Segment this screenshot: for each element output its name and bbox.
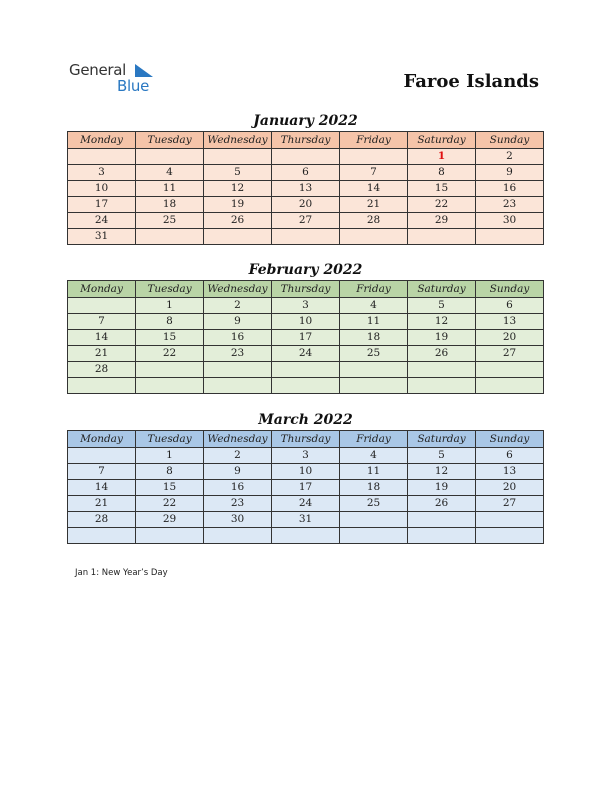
day-cell <box>68 298 136 314</box>
day-cell <box>408 378 476 394</box>
weekday-header: Wednesday <box>204 431 272 448</box>
day-cell: 25 <box>136 213 204 229</box>
day-cell: 16 <box>476 181 544 197</box>
week-row <box>68 480 544 496</box>
day-cell <box>340 362 408 378</box>
day-cell: 12 <box>408 464 476 480</box>
day-cell: 23 <box>204 346 272 362</box>
day-cell: 21 <box>68 496 136 512</box>
day-cell <box>272 378 340 394</box>
day-cell <box>340 528 408 544</box>
day-cell: 24 <box>68 213 136 229</box>
day-cell: 31 <box>68 229 136 245</box>
weekday-header: Thursday <box>272 281 340 298</box>
day-cell: 5 <box>408 448 476 464</box>
day-cell: 29 <box>136 512 204 528</box>
month-title: January 2022 <box>253 113 358 129</box>
weekday-header: Monday <box>68 431 136 448</box>
weekday-header: Thursday <box>272 132 340 149</box>
calendar-table <box>67 280 544 394</box>
day-cell: 8 <box>136 314 204 330</box>
month-february <box>67 261 544 394</box>
day-cell: 25 <box>340 346 408 362</box>
day-cell <box>204 362 272 378</box>
day-cell: 3 <box>272 298 340 314</box>
weekday-header: Friday <box>340 431 408 448</box>
weekday-header: Tuesday <box>136 281 204 298</box>
weekday-header: Wednesday <box>204 132 272 149</box>
day-cell: 17 <box>272 480 340 496</box>
month-title: February 2022 <box>248 262 363 278</box>
day-cell: 17 <box>272 330 340 346</box>
day-cell: 17 <box>68 197 136 213</box>
week-row <box>68 362 544 378</box>
day-cell <box>476 512 544 528</box>
logo-text-general: General <box>69 61 127 79</box>
day-cell: 19 <box>408 330 476 346</box>
weekday-header: Tuesday <box>136 132 204 149</box>
day-cell: 21 <box>340 197 408 213</box>
day-cell: 27 <box>476 346 544 362</box>
day-cell <box>68 149 136 165</box>
day-cell: 7 <box>68 314 136 330</box>
week-row <box>68 229 544 245</box>
week-row <box>68 448 544 464</box>
day-cell: 6 <box>272 165 340 181</box>
month-march <box>67 411 544 544</box>
day-cell: 4 <box>340 448 408 464</box>
weekday-header: Saturday <box>408 132 476 149</box>
day-cell: 11 <box>340 464 408 480</box>
weekday-header: Saturday <box>408 431 476 448</box>
day-cell: 31 <box>272 512 340 528</box>
day-cell <box>476 229 544 245</box>
day-cell: 13 <box>476 464 544 480</box>
weekday-header: Friday <box>340 132 408 149</box>
day-cell: 6 <box>476 298 544 314</box>
day-cell: 5 <box>408 298 476 314</box>
weekday-header: Sunday <box>476 431 544 448</box>
day-cell: 11 <box>340 314 408 330</box>
day-cell: 20 <box>476 330 544 346</box>
weekday-header: Saturday <box>408 281 476 298</box>
day-cell: 2 <box>204 448 272 464</box>
day-cell: 15 <box>136 330 204 346</box>
day-cell <box>136 528 204 544</box>
day-cell: 27 <box>476 496 544 512</box>
week-row <box>68 181 544 197</box>
day-cell: 26 <box>408 496 476 512</box>
day-cell: 23 <box>476 197 544 213</box>
day-cell <box>340 378 408 394</box>
day-cell: 4 <box>136 165 204 181</box>
day-cell: 26 <box>204 213 272 229</box>
day-cell <box>136 149 204 165</box>
day-cell <box>408 528 476 544</box>
day-cell: 18 <box>136 197 204 213</box>
day-cell <box>476 362 544 378</box>
day-cell: 18 <box>340 480 408 496</box>
day-cell: 29 <box>408 213 476 229</box>
day-cell: 10 <box>272 314 340 330</box>
day-cell: 26 <box>408 346 476 362</box>
day-cell <box>204 229 272 245</box>
day-cell: 5 <box>204 165 272 181</box>
day-cell <box>204 528 272 544</box>
day-cell: 8 <box>408 165 476 181</box>
logo-text-blue: Blue <box>117 77 149 95</box>
week-row <box>68 298 544 314</box>
calendar-table <box>67 430 544 544</box>
country-title: Faroe Islands <box>403 71 539 92</box>
holiday-day-cell: 1 <box>408 149 476 165</box>
day-cell: 7 <box>340 165 408 181</box>
weekday-header: Monday <box>68 132 136 149</box>
day-cell <box>272 149 340 165</box>
day-cell <box>476 378 544 394</box>
day-cell: 7 <box>68 464 136 480</box>
day-cell: 14 <box>68 480 136 496</box>
day-cell: 2 <box>476 149 544 165</box>
day-cell: 22 <box>136 346 204 362</box>
day-cell: 9 <box>204 464 272 480</box>
day-cell: 13 <box>272 181 340 197</box>
day-cell <box>272 229 340 245</box>
day-cell: 15 <box>408 181 476 197</box>
day-cell: 28 <box>340 213 408 229</box>
week-row <box>68 464 544 480</box>
day-cell: 2 <box>204 298 272 314</box>
day-cell: 9 <box>476 165 544 181</box>
weekday-header: Tuesday <box>136 431 204 448</box>
day-cell: 1 <box>136 448 204 464</box>
day-cell: 25 <box>340 496 408 512</box>
day-cell: 30 <box>476 213 544 229</box>
day-cell <box>408 362 476 378</box>
weekday-header: Wednesday <box>204 281 272 298</box>
day-cell: 22 <box>136 496 204 512</box>
weekday-header: Sunday <box>476 281 544 298</box>
week-row <box>68 165 544 181</box>
day-cell: 24 <box>272 346 340 362</box>
month-january <box>67 112 544 245</box>
day-cell: 8 <box>136 464 204 480</box>
day-cell <box>340 512 408 528</box>
day-cell: 20 <box>476 480 544 496</box>
week-row <box>68 330 544 346</box>
day-cell <box>204 378 272 394</box>
day-cell: 16 <box>204 330 272 346</box>
weekday-header-row <box>68 132 544 149</box>
week-row <box>68 149 544 165</box>
weekday-header-row <box>68 281 544 298</box>
weekday-header: Monday <box>68 281 136 298</box>
day-cell: 20 <box>272 197 340 213</box>
weekday-header: Thursday <box>272 431 340 448</box>
day-cell: 9 <box>204 314 272 330</box>
day-cell: 19 <box>204 197 272 213</box>
day-cell <box>340 149 408 165</box>
day-cell: 16 <box>204 480 272 496</box>
day-cell <box>340 229 408 245</box>
day-cell <box>204 149 272 165</box>
day-cell: 10 <box>68 181 136 197</box>
day-cell: 12 <box>408 314 476 330</box>
day-cell: 3 <box>272 448 340 464</box>
day-cell <box>68 448 136 464</box>
day-cell: 19 <box>408 480 476 496</box>
day-cell: 27 <box>272 213 340 229</box>
day-cell: 18 <box>340 330 408 346</box>
brand-logo <box>69 61 159 97</box>
day-cell: 28 <box>68 362 136 378</box>
week-row <box>68 346 544 362</box>
week-row <box>68 528 544 544</box>
day-cell: 21 <box>68 346 136 362</box>
day-cell: 23 <box>204 496 272 512</box>
day-cell <box>136 378 204 394</box>
day-cell: 6 <box>476 448 544 464</box>
day-cell: 15 <box>136 480 204 496</box>
day-cell: 3 <box>68 165 136 181</box>
day-cell: 1 <box>136 298 204 314</box>
day-cell <box>408 512 476 528</box>
day-cell <box>68 378 136 394</box>
day-cell: 30 <box>204 512 272 528</box>
calendar-table <box>67 131 544 245</box>
day-cell: 14 <box>68 330 136 346</box>
day-cell: 4 <box>340 298 408 314</box>
day-cell <box>272 362 340 378</box>
holiday-note: Jan 1: New Year’s Day <box>75 568 168 578</box>
day-cell: 13 <box>476 314 544 330</box>
day-cell <box>136 229 204 245</box>
week-row <box>68 314 544 330</box>
day-cell <box>136 362 204 378</box>
day-cell <box>408 229 476 245</box>
day-cell: 22 <box>408 197 476 213</box>
day-cell: 28 <box>68 512 136 528</box>
day-cell: 14 <box>340 181 408 197</box>
day-cell: 12 <box>204 181 272 197</box>
logo-triangle-icon <box>135 64 153 77</box>
week-row <box>68 512 544 528</box>
week-row <box>68 197 544 213</box>
day-cell: 10 <box>272 464 340 480</box>
weekday-header-row <box>68 431 544 448</box>
week-row <box>68 496 544 512</box>
day-cell <box>68 528 136 544</box>
week-row <box>68 213 544 229</box>
day-cell: 11 <box>136 181 204 197</box>
weekday-header: Friday <box>340 281 408 298</box>
day-cell: 24 <box>272 496 340 512</box>
day-cell <box>272 528 340 544</box>
month-title: March 2022 <box>258 412 353 428</box>
day-cell <box>476 528 544 544</box>
week-row <box>68 378 544 394</box>
weekday-header: Sunday <box>476 132 544 149</box>
